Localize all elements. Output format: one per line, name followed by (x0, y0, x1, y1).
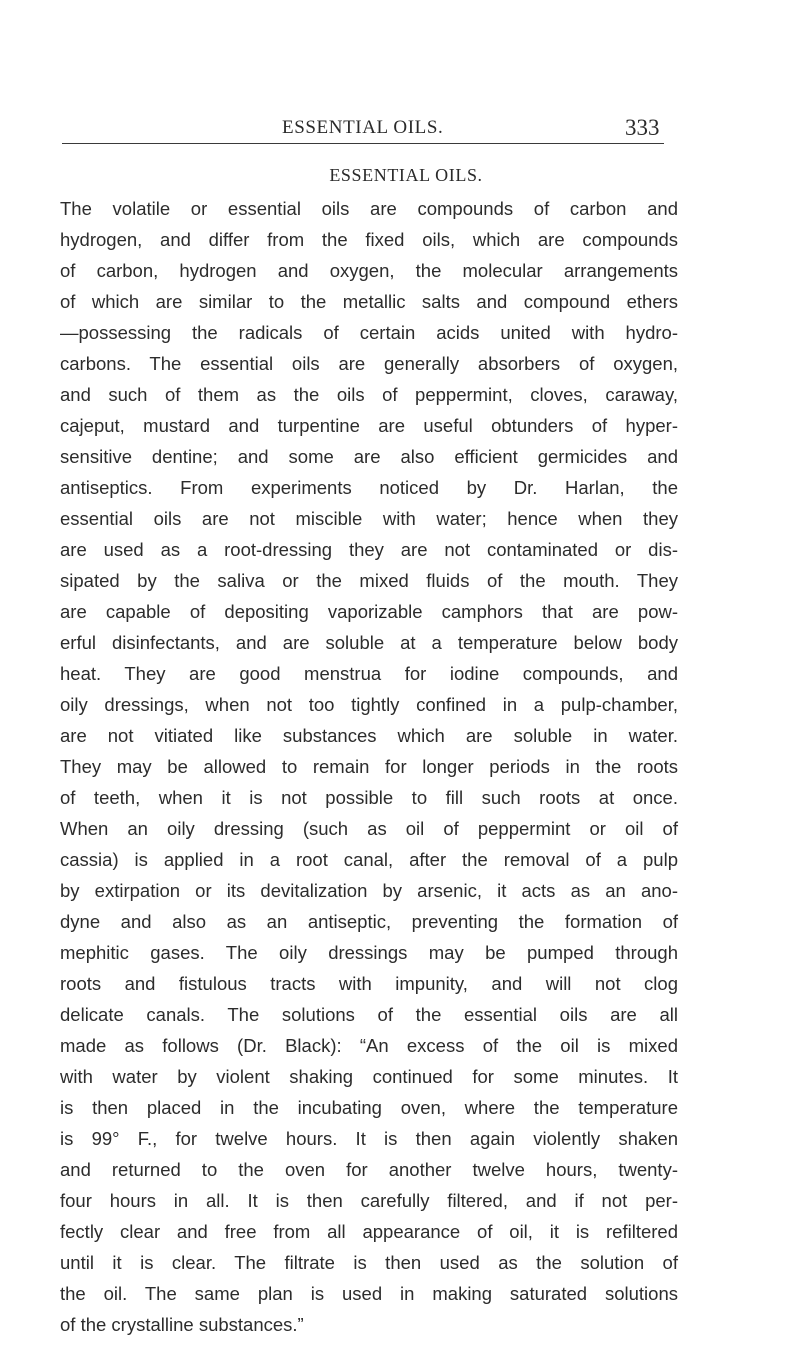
text-line: made as follows (Dr. Black): “An excess of the oil is mixed (60, 1035, 678, 1056)
text-line: of the crystalline substances.” (60, 1314, 304, 1335)
page-number: 333 (625, 115, 660, 140)
text-line: fectly clear and free from all appearance of oil, it is refiltered (60, 1221, 678, 1242)
text-line: four hours in all. It is then carefully filtered, and if not per- (60, 1190, 678, 1211)
text-line: and returned to the oven for another twelve hours, twenty- (60, 1159, 678, 1180)
text-line: antiseptics. From experiments noticed by Dr. Harlan, the (60, 477, 678, 498)
text-line: sensitive dentine; and some are also efficient germicides and (60, 446, 678, 467)
text-line: cajeput, mustard and turpentine are useful obtunders of hyper- (60, 415, 678, 436)
text-line: are capable of depositing vaporizable camphors that are pow- (60, 601, 678, 622)
text-line: the oil. The same plan is used in making saturated solutions (60, 1283, 678, 1304)
text-line: delicate canals. The solutions of the essential oils are all (60, 1004, 678, 1025)
text-line: of carbon, hydrogen and oxygen, the molecular arrangements (60, 260, 678, 281)
text-line: The volatile or essential oils are compounds of carbon and (60, 198, 678, 219)
text-line: are not vitiated like substances which are soluble in water. (60, 725, 678, 746)
header-rule (62, 143, 664, 144)
text-line: —possessing the radicals of certain acids united with hydro- (60, 322, 678, 343)
text-line: are used as a root-dressing they are not contaminated or dis- (60, 539, 678, 560)
text-line: mephitic gases. The oily dressings may be pumped through (60, 942, 678, 963)
running-title: ESSENTIAL OILS. (282, 117, 444, 138)
text-line: and such of them as the oils of peppermint, cloves, caraway, (60, 384, 678, 405)
text-line: dyne and also as an antiseptic, preventing the formation of (60, 911, 678, 932)
text-line: is then placed in the incubating oven, where the temperature (60, 1097, 678, 1118)
text-line: When an oily dressing (such as oil of peppermint or oil of (60, 818, 678, 839)
section-title: ESSENTIAL OILS. (329, 165, 483, 185)
running-header (0, 116, 800, 140)
text-line: heat. They are good menstrua for iodine compounds, and (60, 663, 678, 684)
text-line: hydrogen, and differ from the fixed oils, which are compounds (60, 229, 678, 250)
text-line: with water by violent shaking continued for some minutes. It (60, 1066, 678, 1087)
text-line: cassia) is applied in a root canal, after the removal of a pulp (60, 849, 678, 870)
text-line: roots and fistulous tracts with impunity, and will not clog (60, 973, 678, 994)
text-line: erful disinfectants, and are soluble at a temperature below body (60, 632, 678, 653)
text-line: They may be allowed to remain for longer periods in the roots (60, 756, 678, 777)
text-line: carbons. The essential oils are generally absorbers of oxygen, (60, 353, 678, 374)
body-paragraph (60, 193, 678, 1340)
text-line: essential oils are not miscible with water; hence when they (60, 508, 678, 529)
text-line: is 99° F., for twelve hours. It is then again violently shaken (60, 1128, 678, 1149)
text-line: of which are similar to the metallic salts and compound ethers (60, 291, 678, 312)
text-line: sipated by the saliva or the mixed fluids of the mouth. They (60, 570, 678, 591)
text-line: oily dressings, when not too tightly confined in a pulp-chamber, (60, 694, 678, 715)
text-line: of teeth, when it is not possible to fill such roots at once. (60, 787, 678, 808)
text-line: by extirpation or its devitalization by arsenic, it acts as an ano- (60, 880, 678, 901)
text-line: until it is clear. The filtrate is then used as the solution of (60, 1252, 678, 1273)
